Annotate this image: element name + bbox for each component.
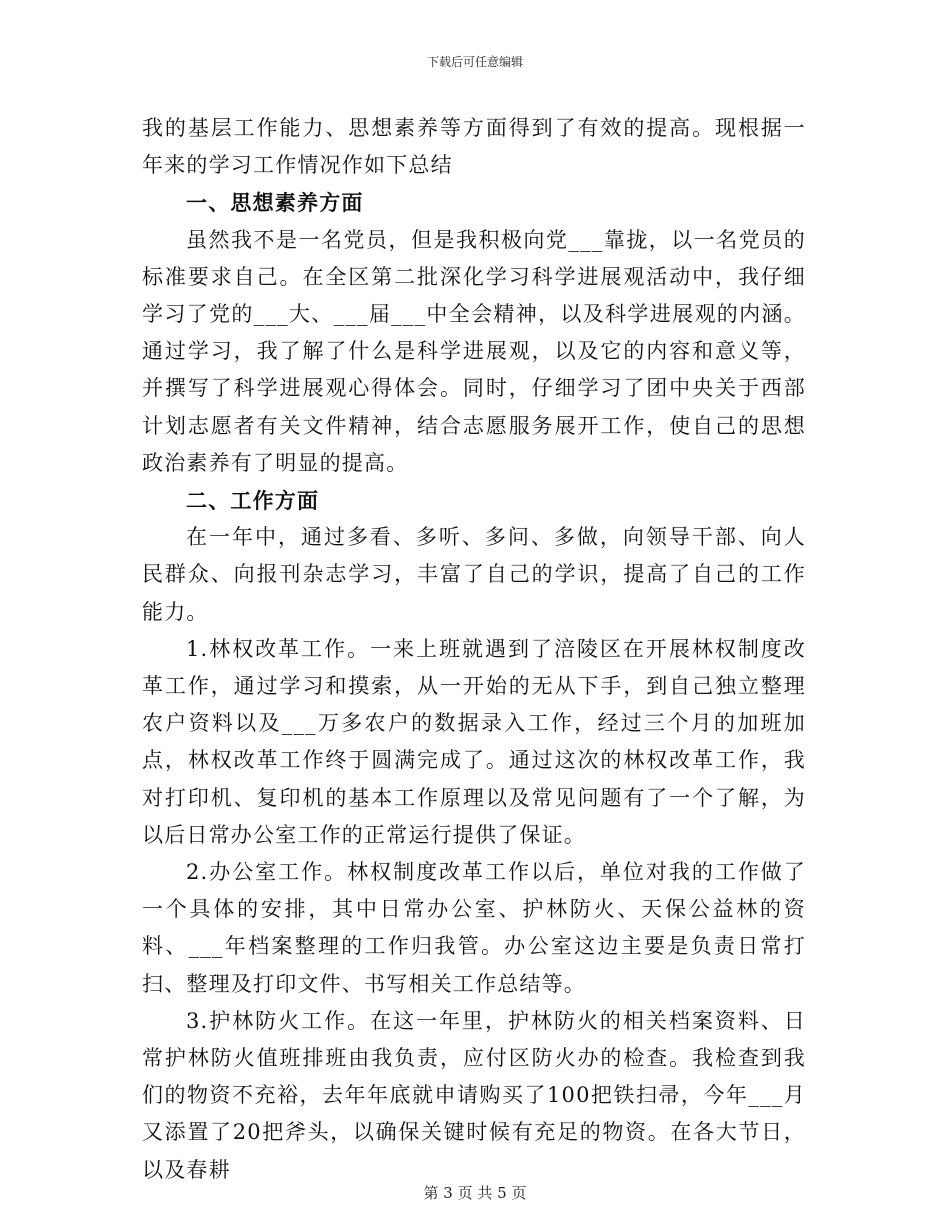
paragraph-office-work: 2.办公室工作。林权制度改革工作以后，单位对我的工作做了一个具体的安排，其中日常办公室、护林防火、天保公益林的资料、___年档案整理的工作归我管。办公室这边主要是负责日常打扫、整理及打印文件、书写相关工作总结等。 <box>142 860 806 996</box>
paragraph-fire-prevention: 3.护林防火工作。在这一年里，护林防火的相关档案资料、日常护林防火值班排班由我负责，应付区防火办的检查。我检查到我们的物资不充裕，去年年底就申请购买了100把铁扫帚，今年___月又添置了20把斧头，以确保关键时候有充足的物资。在各大节日，以及春耕 <box>142 1008 806 1182</box>
paragraph-ideology: 虽然我不是一名党员，但是我积极向党___靠拢，以一名党员的标准要求自己。在全区第二批深化学习科学进展观活动中，我仔细学习了党的___大、___届___中全会精神，以及科学进展观的内涵。通过学习，我了解了什么是科学进展观，以及它的内容和意义等，并撰写了科学进展观心得体会。同时，仔细学习了团中央关于西部计划志愿者有关文件精神，结合志愿服务展开工作，使自己的思想政治素养有了明显的提高。 <box>142 227 806 475</box>
page-footer: 第 3 页 共 5 页 <box>423 1184 527 1202</box>
section-heading-ideology: 一、思想素养方面 <box>186 190 364 216</box>
paragraph-intro: 我的基层工作能力、思想素养等方面得到了有效的提高。现根据一年来的学习工作情况作如下总结 <box>142 116 806 178</box>
document-body <box>142 110 806 1189</box>
page-header: 下载后可任意编辑 <box>426 55 523 69</box>
section-heading-work: 二、工作方面 <box>186 488 320 514</box>
paragraph-work-overview: 在一年中，通过多看、多听、多问、多做，向领导干部、向人民群众、向报刊杂志学习，丰富了自己的学识，提高了自己的工作能力。 <box>142 525 806 624</box>
paragraph-forest-reform: 1.林权改革工作。一来上班就遇到了涪陵区在开展林权制度改革工作，通过学习和摸索，从一开始的无从下手，到自己独立整理农户资料以及___万多农户的数据录入工作，经过三个月的加班加点，林权改革工作终于圆满完成了。通过这次的林权改革工作，我对打印机、复印机的基本工作原理以及常见问题有了一个了解，为以后日常办公室工作的正常运行提供了保证。 <box>142 636 806 847</box>
